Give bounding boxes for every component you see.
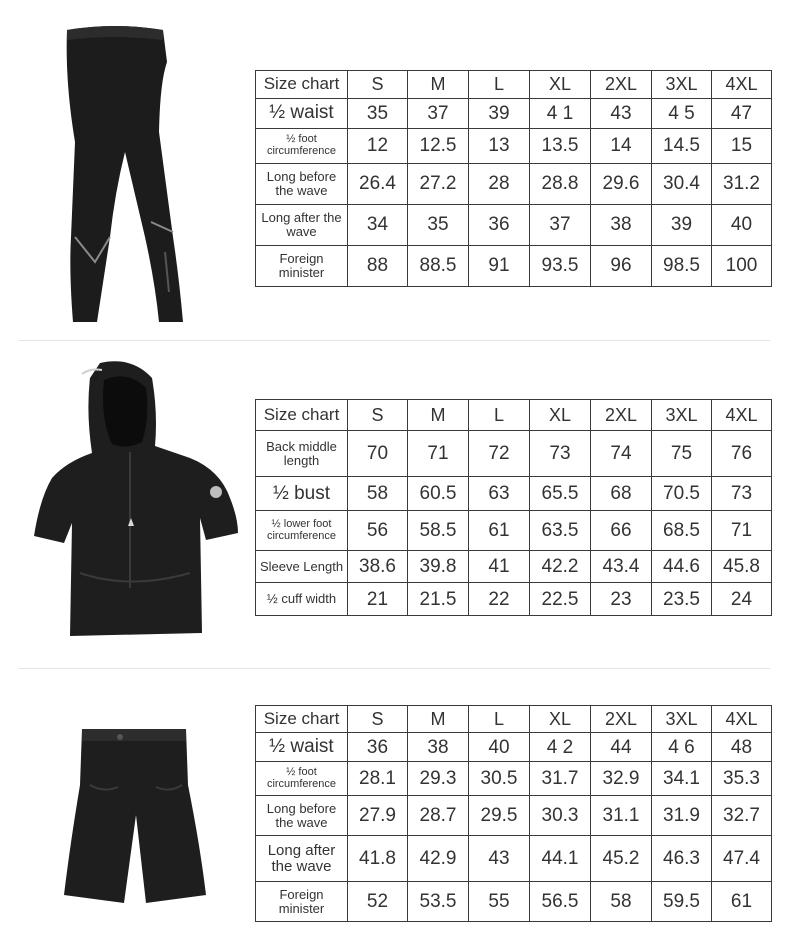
cell: 40: [469, 732, 530, 762]
cell: 37: [530, 204, 591, 245]
cell: 72: [469, 431, 530, 477]
row-label: Sleeve Length: [256, 550, 348, 583]
divider: [18, 668, 770, 669]
cell: 13.5: [530, 128, 591, 163]
row-label: Long after the wave: [256, 836, 348, 882]
header-cell: Size chart: [256, 71, 348, 99]
table-row: [256, 511, 772, 550]
size-header-s: S: [348, 71, 408, 99]
cell: 43: [469, 836, 530, 882]
cell: 73: [530, 431, 591, 477]
cell: 37: [408, 98, 469, 128]
cell: 55: [469, 882, 530, 922]
table-row: [256, 245, 772, 286]
cell: 21.5: [408, 583, 469, 616]
cell: 28: [469, 163, 530, 204]
row-label: Long after the wave: [256, 204, 348, 245]
cell: 96: [591, 245, 652, 286]
cell: 38: [408, 732, 469, 762]
cell: 60.5: [408, 477, 469, 511]
cell: 39: [469, 98, 530, 128]
cell: 68: [591, 477, 652, 511]
table-row: [256, 796, 772, 836]
cell: 71: [408, 431, 469, 477]
size-header-2xl: 2XL: [591, 71, 652, 99]
cell: 91: [469, 245, 530, 286]
cell: 22: [469, 583, 530, 616]
header-row: [256, 400, 772, 431]
cell: 88: [348, 245, 408, 286]
row-label: ½ bust: [256, 477, 348, 511]
size-header-m: M: [408, 71, 469, 99]
row-label: Long before the wave: [256, 796, 348, 836]
cell: 63: [469, 477, 530, 511]
cell: 41: [469, 550, 530, 583]
header-row: [256, 71, 772, 99]
cell: 4 1: [530, 98, 591, 128]
cell: 40: [712, 204, 772, 245]
cell: 14.5: [652, 128, 712, 163]
table-row: [256, 128, 772, 163]
cell: 32.7: [712, 796, 772, 836]
table-row: [256, 836, 772, 882]
table-row: [256, 163, 772, 204]
cell: 76: [712, 431, 772, 477]
size-header-l: L: [469, 400, 530, 431]
cell: 75: [652, 431, 712, 477]
cell: 27.2: [408, 163, 469, 204]
shorts-image: [60, 725, 210, 910]
cell: 93.5: [530, 245, 591, 286]
cell: 44.6: [652, 550, 712, 583]
cell: 44: [591, 732, 652, 762]
cell: 56.5: [530, 882, 591, 922]
row-label: ½ cuff width: [256, 583, 348, 616]
cell: 23.5: [652, 583, 712, 616]
table-row: [256, 732, 772, 762]
cell: 100: [712, 245, 772, 286]
cell: 43: [591, 98, 652, 128]
cell: 31.2: [712, 163, 772, 204]
divider: [18, 340, 770, 341]
cell: 45.8: [712, 550, 772, 583]
cell: 42.9: [408, 836, 469, 882]
table-row: [256, 477, 772, 511]
cell: 12.5: [408, 128, 469, 163]
row-label: ½ waist: [256, 732, 348, 762]
header-cell: Size chart: [256, 400, 348, 431]
size-header-2xl: 2XL: [591, 400, 652, 431]
cell: 46.3: [652, 836, 712, 882]
cell: 36: [348, 732, 408, 762]
cell: 30.3: [530, 796, 591, 836]
row-label: ½ waist: [256, 98, 348, 128]
cell: 58: [591, 882, 652, 922]
size-header-xl: XL: [530, 706, 591, 733]
size-header-3xl: 3XL: [652, 706, 712, 733]
cell: 31.9: [652, 796, 712, 836]
cell: 61: [712, 882, 772, 922]
size-header-4xl: 4XL: [712, 71, 772, 99]
cell: 73: [712, 477, 772, 511]
row-label: ½ lower foot circumference: [256, 511, 348, 550]
cell: 45.2: [591, 836, 652, 882]
size-header-l: L: [469, 706, 530, 733]
size-header-4xl: 4XL: [712, 400, 772, 431]
cell: 4 6: [652, 732, 712, 762]
table-row: [256, 550, 772, 583]
cell: 52: [348, 882, 408, 922]
cell: 29.6: [591, 163, 652, 204]
cell: 14: [591, 128, 652, 163]
cell: 31.1: [591, 796, 652, 836]
cell: 35: [408, 204, 469, 245]
cell: 34: [348, 204, 408, 245]
cell: 30.4: [652, 163, 712, 204]
cell: 47.4: [712, 836, 772, 882]
cell: 34.1: [652, 762, 712, 796]
cell: 23: [591, 583, 652, 616]
cell: 66: [591, 511, 652, 550]
header-cell: Size chart: [256, 706, 348, 733]
cell: 71: [712, 511, 772, 550]
table-row: [256, 431, 772, 477]
table-row: [256, 882, 772, 922]
cell: 35: [348, 98, 408, 128]
size-chart-shorts: [255, 705, 772, 922]
cell: 47: [712, 98, 772, 128]
cell: 68.5: [652, 511, 712, 550]
cell: 38.6: [348, 550, 408, 583]
size-chart-hooded-jacket: [255, 399, 772, 616]
cell: 98.5: [652, 245, 712, 286]
cell: 65.5: [530, 477, 591, 511]
cell: 29.5: [469, 796, 530, 836]
hooded-jacket-image: [30, 358, 242, 640]
cell: 27.9: [348, 796, 408, 836]
cell: 63.5: [530, 511, 591, 550]
cell: 39.8: [408, 550, 469, 583]
cell: 88.5: [408, 245, 469, 286]
cell: 70.5: [652, 477, 712, 511]
cell: 42.2: [530, 550, 591, 583]
size-header-m: M: [408, 706, 469, 733]
cell: 28.1: [348, 762, 408, 796]
table-row: [256, 583, 772, 616]
cell: 70: [348, 431, 408, 477]
size-header-l: L: [469, 71, 530, 99]
cell: 30.5: [469, 762, 530, 796]
cell: 74: [591, 431, 652, 477]
cell: 48: [712, 732, 772, 762]
cell: 56: [348, 511, 408, 550]
size-header-xl: XL: [530, 71, 591, 99]
cell: 43.4: [591, 550, 652, 583]
cell: 13: [469, 128, 530, 163]
cell: 61: [469, 511, 530, 550]
cell: 53.5: [408, 882, 469, 922]
cell: 22.5: [530, 583, 591, 616]
size-header-xl: XL: [530, 400, 591, 431]
cell: 4 5: [652, 98, 712, 128]
table-row: [256, 762, 772, 796]
cell: 26.4: [348, 163, 408, 204]
header-row: [256, 706, 772, 733]
size-header-2xl: 2XL: [591, 706, 652, 733]
cell: 38: [591, 204, 652, 245]
size-header-m: M: [408, 400, 469, 431]
table-row: [256, 98, 772, 128]
cell: 21: [348, 583, 408, 616]
cell: 24: [712, 583, 772, 616]
row-label: ½ foot circumference: [256, 762, 348, 796]
row-label: Foreign minister: [256, 882, 348, 922]
cell: 59.5: [652, 882, 712, 922]
cell: 39: [652, 204, 712, 245]
cell: 35.3: [712, 762, 772, 796]
cell: 58.5: [408, 511, 469, 550]
cell: 4 2: [530, 732, 591, 762]
row-label: ½ foot circumference: [256, 128, 348, 163]
cell: 15: [712, 128, 772, 163]
cell: 29.3: [408, 762, 469, 796]
size-header-3xl: 3XL: [652, 71, 712, 99]
size-header-3xl: 3XL: [652, 400, 712, 431]
size-chart-tights: [255, 70, 772, 287]
cell: 32.9: [591, 762, 652, 796]
row-label: Foreign minister: [256, 245, 348, 286]
cell: 12: [348, 128, 408, 163]
table-row: [256, 204, 772, 245]
size-header-s: S: [348, 706, 408, 733]
size-header-4xl: 4XL: [712, 706, 772, 733]
cell: 36: [469, 204, 530, 245]
row-label: Back middle length: [256, 431, 348, 477]
cell: 28.8: [530, 163, 591, 204]
cell: 44.1: [530, 836, 591, 882]
cell: 31.7: [530, 762, 591, 796]
cell: 58: [348, 477, 408, 511]
cell: 28.7: [408, 796, 469, 836]
cell: 41.8: [348, 836, 408, 882]
size-header-s: S: [348, 400, 408, 431]
row-label: Long before the wave: [256, 163, 348, 204]
tights-image: [55, 22, 205, 327]
